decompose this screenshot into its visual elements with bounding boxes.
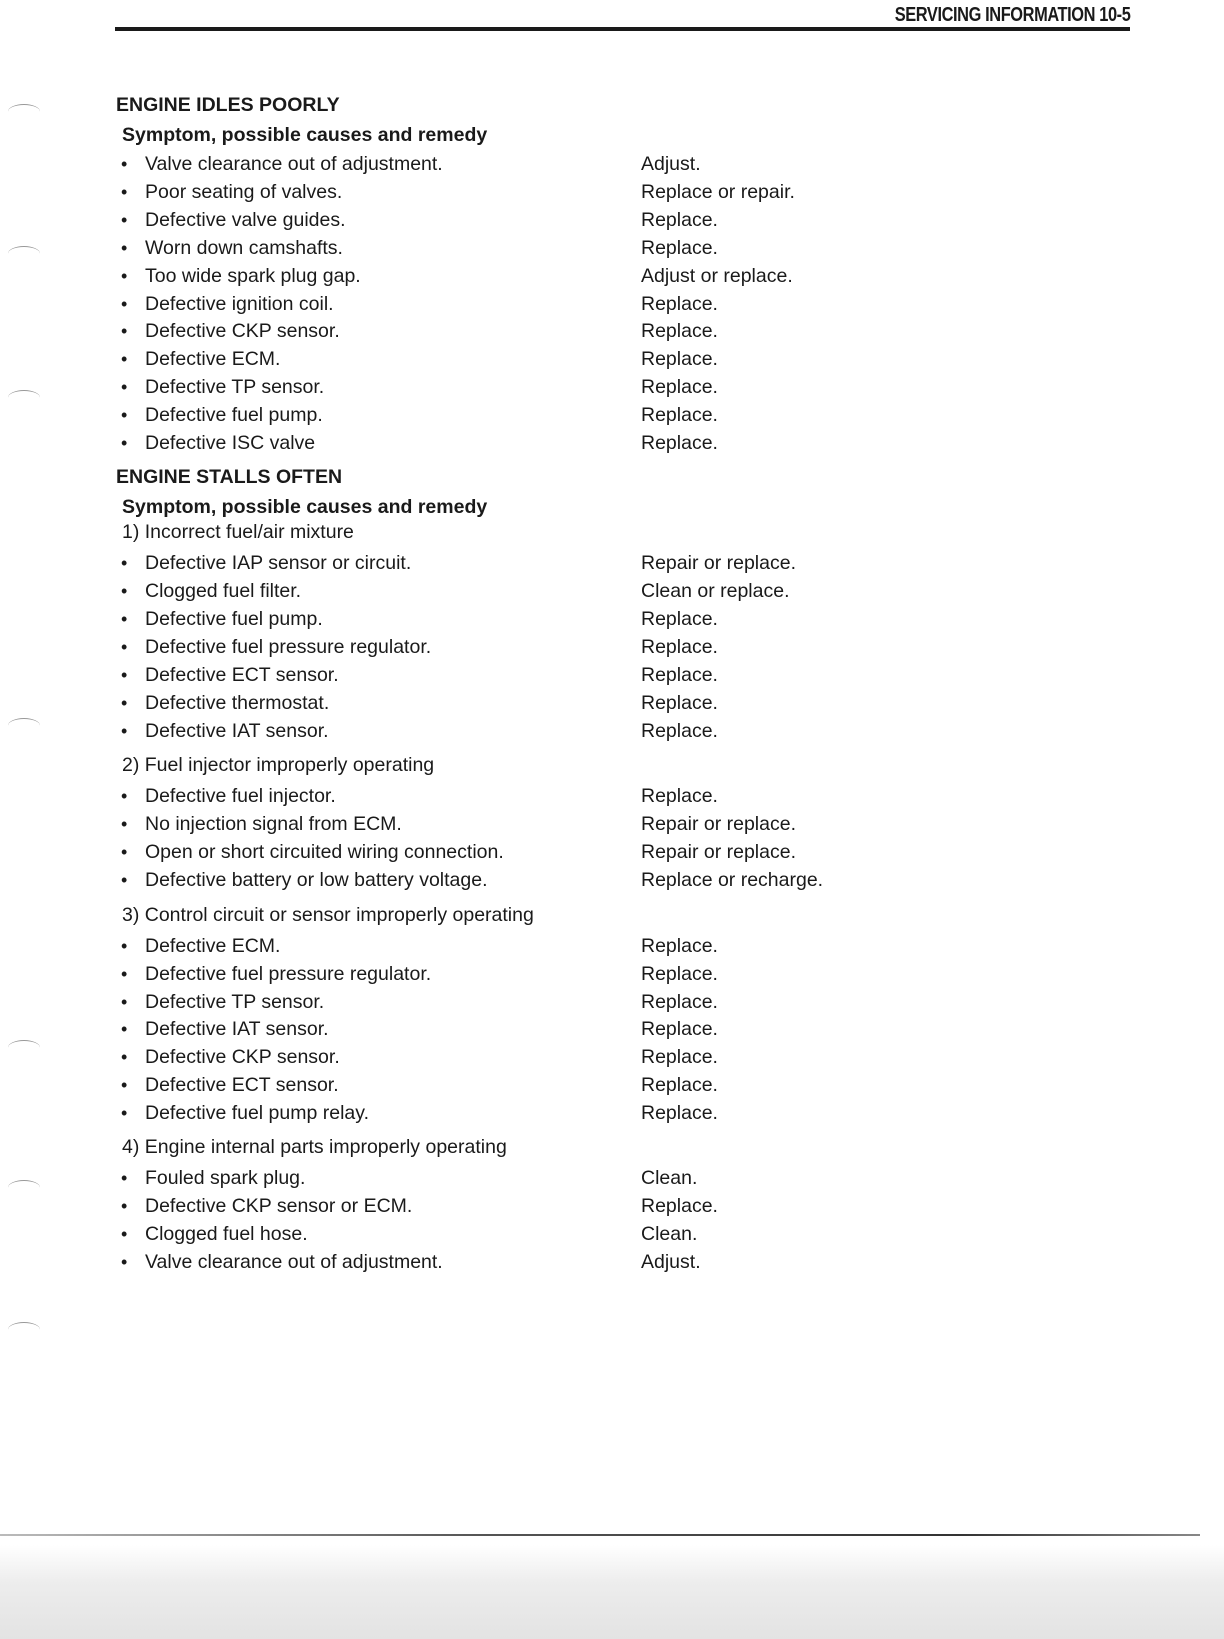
- remedy: Adjust.: [641, 1251, 701, 1273]
- bullet-icon: •: [121, 321, 128, 341]
- remedy: Replace.: [641, 293, 718, 315]
- list-item: [0, 292, 1224, 318]
- bullet-icon: •: [121, 637, 128, 657]
- remedy: Adjust.: [641, 153, 701, 175]
- list-item: [0, 180, 1224, 206]
- header-title: SERVICING INFORMATION 10-5: [894, 4, 1130, 26]
- remedy: Replace.: [641, 935, 718, 957]
- remedy: Replace.: [641, 320, 718, 342]
- possible-cause: Valve clearance out of adjustment.: [145, 153, 443, 175]
- remedy: Replace.: [641, 209, 718, 231]
- bullet-icon: •: [121, 721, 128, 741]
- bullet-icon: •: [121, 154, 128, 174]
- possible-cause: Too wide spark plug gap.: [145, 265, 361, 287]
- bullet-icon: •: [121, 1168, 128, 1188]
- bullet-icon: •: [121, 665, 128, 685]
- list-item: [0, 663, 1224, 689]
- page-header: [115, 0, 1130, 36]
- bullet-icon: •: [121, 870, 128, 890]
- bullet-icon: •: [121, 964, 128, 984]
- possible-cause: Defective IAT sensor.: [145, 720, 329, 742]
- group-label: 4) Engine internal parts improperly operating: [122, 1136, 507, 1158]
- remedy: Replace.: [641, 963, 718, 985]
- list-item: [0, 607, 1224, 633]
- bullet-icon: •: [121, 1019, 128, 1039]
- list-item: [0, 236, 1224, 262]
- bullet-icon: •: [121, 814, 128, 834]
- possible-cause: Defective CKP sensor.: [145, 320, 340, 342]
- possible-cause: Clogged fuel filter.: [145, 580, 302, 602]
- bullet-icon: •: [121, 210, 128, 230]
- possible-cause: Poor seating of valves.: [145, 181, 343, 203]
- possible-cause: Defective valve guides.: [145, 209, 346, 231]
- section-title: ENGINE IDLES POORLY: [116, 94, 340, 116]
- remedy: Replace.: [641, 237, 718, 259]
- possible-cause: Defective fuel pressure regulator.: [145, 963, 432, 985]
- possible-cause: Defective fuel pump.: [145, 404, 323, 426]
- bullet-icon: •: [121, 405, 128, 425]
- list-item: [0, 152, 1224, 178]
- remedy: Clean.: [641, 1223, 698, 1245]
- remedy: Replace.: [641, 991, 718, 1013]
- possible-cause: Defective ignition coil.: [145, 293, 334, 315]
- possible-cause: Worn down camshafts.: [145, 237, 343, 259]
- list-item: [0, 208, 1224, 234]
- list-item: [0, 635, 1224, 661]
- possible-cause: Clogged fuel hose.: [145, 1223, 308, 1245]
- possible-cause: Defective TP sensor.: [145, 376, 325, 398]
- possible-cause: Defective fuel pump relay.: [145, 1102, 369, 1124]
- bullet-icon: •: [121, 1075, 128, 1095]
- scan-shadow: [0, 1545, 1224, 1639]
- list-item: [0, 1222, 1224, 1248]
- remedy: Replace.: [641, 636, 718, 658]
- remedy: Replace.: [641, 785, 718, 807]
- list-item: [0, 1101, 1224, 1127]
- remedy: Replace.: [641, 432, 718, 454]
- bullet-icon: •: [121, 693, 128, 713]
- list-item: [0, 691, 1224, 717]
- possible-cause: Open or short circuited wiring connection.: [145, 841, 504, 863]
- remedy: Adjust or replace.: [641, 265, 793, 287]
- list-item: [0, 1166, 1224, 1192]
- list-item: [0, 1045, 1224, 1071]
- remedy: Replace or repair.: [641, 181, 795, 203]
- list-item: [0, 868, 1224, 894]
- remedy: Replace.: [641, 1074, 718, 1096]
- possible-cause: Defective ISC valve: [145, 432, 316, 454]
- possible-cause: Defective ECM.: [145, 348, 281, 370]
- list-item: [0, 812, 1224, 838]
- possible-cause: Defective thermostat.: [145, 692, 330, 714]
- list-item: [0, 840, 1224, 866]
- remedy: Replace.: [641, 692, 718, 714]
- scan-edge-mark: [8, 104, 40, 119]
- list-item: [0, 264, 1224, 290]
- bullet-icon: •: [121, 842, 128, 862]
- remedy: Replace.: [641, 1102, 718, 1124]
- bullet-icon: •: [121, 609, 128, 629]
- list-item: [0, 431, 1224, 457]
- bullet-icon: •: [121, 238, 128, 258]
- list-item: [0, 1017, 1224, 1043]
- symptom-label: Symptom, possible causes and remedy: [122, 496, 488, 518]
- bullet-icon: •: [121, 294, 128, 314]
- bullet-icon: •: [121, 349, 128, 369]
- remedy: Replace or recharge.: [641, 869, 824, 891]
- remedy: Replace.: [641, 348, 718, 370]
- remedy: Clean.: [641, 1167, 698, 1189]
- bullet-icon: •: [121, 581, 128, 601]
- list-item: [0, 934, 1224, 960]
- remedy: Replace.: [641, 1018, 718, 1040]
- list-item: [0, 962, 1224, 988]
- possible-cause: Defective ECM.: [145, 935, 281, 957]
- bullet-icon: •: [121, 266, 128, 286]
- bullet-icon: •: [121, 786, 128, 806]
- possible-cause: Defective battery or low battery voltage.: [145, 869, 488, 891]
- remedy: Repair or replace.: [641, 813, 796, 835]
- list-item: [0, 990, 1224, 1016]
- remedy: Replace.: [641, 404, 718, 426]
- list-item: [0, 1250, 1224, 1276]
- remedy: Replace.: [641, 376, 718, 398]
- remedy: Replace.: [641, 664, 718, 686]
- list-item: [0, 551, 1224, 577]
- symptom-label: Symptom, possible causes and remedy: [122, 124, 488, 146]
- list-item: [0, 1194, 1224, 1220]
- bullet-icon: •: [121, 936, 128, 956]
- possible-cause: Defective fuel pressure regulator.: [145, 636, 432, 658]
- possible-cause: Defective ECT sensor.: [145, 1074, 339, 1096]
- possible-cause: Defective fuel pump.: [145, 608, 323, 630]
- list-item: [0, 375, 1224, 401]
- possible-cause: Valve clearance out of adjustment.: [145, 1251, 443, 1273]
- bullet-icon: •: [121, 1224, 128, 1244]
- bullet-icon: •: [121, 992, 128, 1012]
- bullet-icon: •: [121, 182, 128, 202]
- section-title: ENGINE STALLS OFTEN: [116, 466, 343, 488]
- bullet-icon: •: [121, 377, 128, 397]
- possible-cause: Fouled spark plug.: [145, 1167, 306, 1189]
- bottom-rule: [0, 1534, 1200, 1536]
- list-item: [0, 1073, 1224, 1099]
- possible-cause: Defective ECT sensor.: [145, 664, 339, 686]
- bullet-icon: •: [121, 1103, 128, 1123]
- group-label: 1) Incorrect fuel/air mixture: [122, 521, 354, 543]
- possible-cause: Defective fuel injector.: [145, 785, 336, 807]
- possible-cause: Defective IAT sensor.: [145, 1018, 329, 1040]
- possible-cause: Defective IAP sensor or circuit.: [145, 552, 412, 574]
- list-item: [0, 784, 1224, 810]
- header-rule: [115, 27, 1130, 31]
- bullet-icon: •: [121, 1252, 128, 1272]
- remedy: Replace.: [641, 608, 718, 630]
- bullet-icon: •: [121, 1196, 128, 1216]
- possible-cause: Defective CKP sensor.: [145, 1046, 340, 1068]
- possible-cause: Defective CKP sensor or ECM.: [145, 1195, 413, 1217]
- remedy: Repair or replace.: [641, 552, 796, 574]
- possible-cause: No injection signal from ECM.: [145, 813, 402, 835]
- list-item: [0, 347, 1224, 373]
- remedy: Replace.: [641, 1046, 718, 1068]
- bullet-icon: •: [121, 1047, 128, 1067]
- group-label: 2) Fuel injector improperly operating: [122, 754, 435, 776]
- list-item: [0, 319, 1224, 345]
- bullet-icon: •: [121, 553, 128, 573]
- bullet-icon: •: [121, 433, 128, 453]
- list-item: [0, 719, 1224, 745]
- remedy: Clean or replace.: [641, 580, 790, 602]
- remedy: Replace.: [641, 720, 718, 742]
- possible-cause: Defective TP sensor.: [145, 991, 325, 1013]
- list-item: [0, 403, 1224, 429]
- remedy: Replace.: [641, 1195, 718, 1217]
- group-label: 3) Control circuit or sensor improperly operating: [122, 904, 534, 926]
- scan-edge-mark: [8, 1322, 40, 1337]
- list-item: [0, 579, 1224, 605]
- remedy: Repair or replace.: [641, 841, 796, 863]
